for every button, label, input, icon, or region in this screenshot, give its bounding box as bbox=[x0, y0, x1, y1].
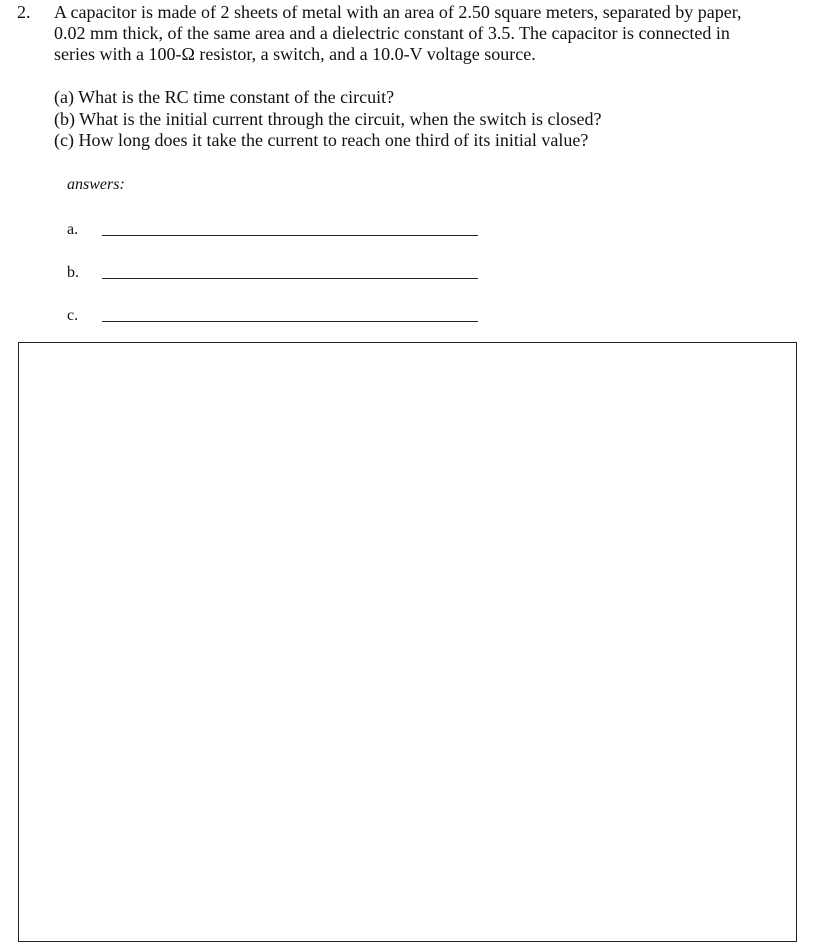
answer-row-c bbox=[67, 306, 487, 328]
answer-letter: b. bbox=[67, 264, 79, 281]
stem-line: 0.02 mm thick, of the same area and a dielectric constant of 3.5. The capacitor is connected in bbox=[54, 23, 730, 43]
question-number: 2. bbox=[17, 2, 31, 22]
stem-line: series with a 100-Ω resistor, a switch, and a 10.0-V voltage source. bbox=[54, 44, 536, 64]
answer-row-b bbox=[67, 263, 487, 285]
answers-label: answers: bbox=[67, 176, 125, 193]
answer-row-a bbox=[67, 220, 487, 242]
answer-blank-c[interactable] bbox=[102, 321, 478, 322]
answer-letter: c. bbox=[67, 307, 79, 324]
stem-line: A capacitor is made of 2 sheets of metal with an area of 2.50 square meters, separated by paper, bbox=[54, 2, 742, 22]
answer-blank-b[interactable] bbox=[102, 278, 478, 279]
answer-letter: a. bbox=[67, 221, 79, 238]
question-stem bbox=[54, 2, 794, 65]
work-area-box[interactable] bbox=[18, 342, 797, 942]
question-part-b: (b) What is the initial current through the circuit, when the switch is closed? bbox=[54, 108, 602, 129]
question-part-c: (c) How long does it take the current to reach one third of its initial value? bbox=[54, 130, 589, 150]
answer-blank-a[interactable] bbox=[102, 235, 478, 236]
question-parts bbox=[54, 87, 602, 152]
question-part-a: (a) What is the RC time constant of the circuit? bbox=[54, 87, 395, 107]
